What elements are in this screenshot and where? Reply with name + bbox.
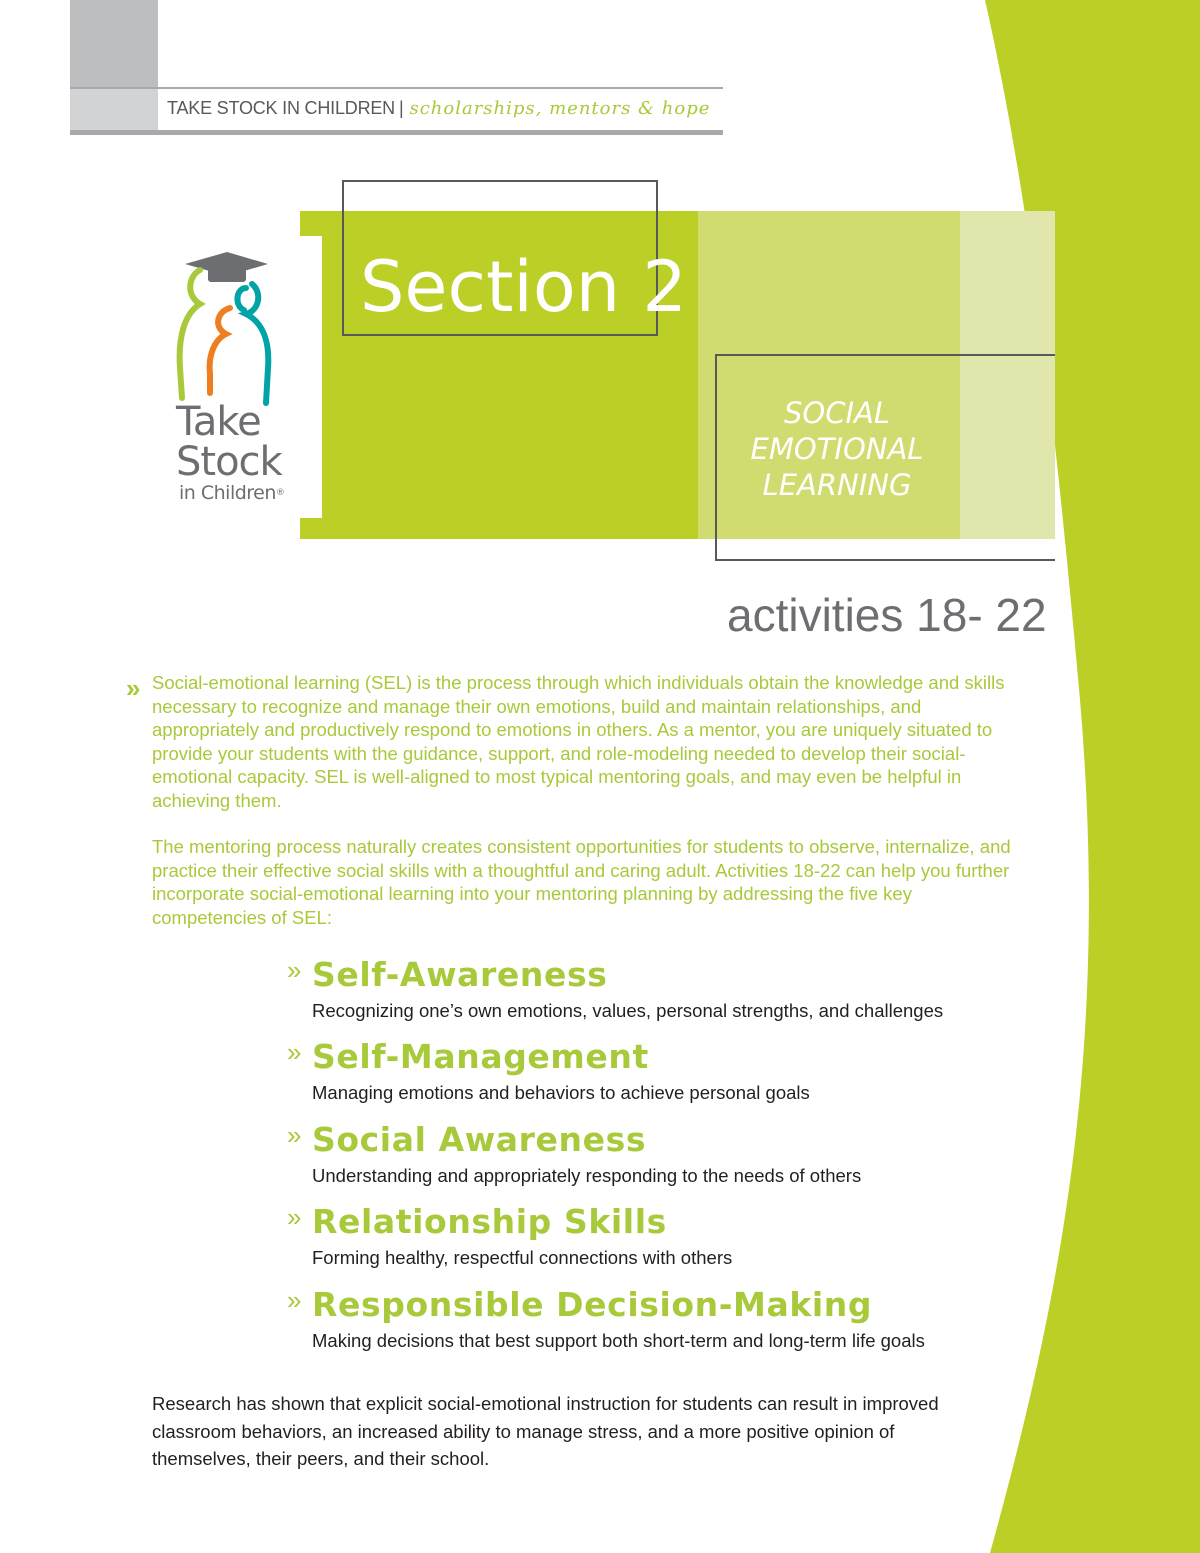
topic-line-3: LEARNING [762,468,912,502]
competency-title: Social Awareness [312,1120,647,1159]
competency-title: Responsible Decision-Making [312,1285,873,1324]
double-chevron-right-icon: » [287,1285,302,1315]
logo-word-take: Take [176,399,261,445]
header-text [167,98,710,119]
double-chevron-right-icon: » [287,1037,302,1067]
header-separator: | [398,98,404,118]
competency-description: Understanding and appropriately responding to the needs of others [312,1165,862,1186]
intro-paragraph-1: Social-emotional learning (SEL) is the process through which individuals obtain the knowledge and skills necessary to recognize and manage their own emotions, build and maintain relationships, and appropriately and productively respond to emotions in others. As a mentor, you are uniquely situated to provide your students with the guidance, support, and role-modeling needed to develop their social-emotional capacity. SEL is well-aligned to most typical mentoring goals, and may even be helpful in achieving them. [152,672,1005,811]
competency-description: Making decisions that best support both short-term and long-term life goals [312,1330,925,1351]
header-tagline: scholarships, mentors & hope [409,98,711,119]
header-org-name: TAKE STOCK IN CHILDREN [167,98,395,118]
logo-in-children-text: in Children [179,482,276,504]
double-chevron-right-icon: » [126,673,141,703]
graduation-cap-icon [185,252,268,282]
research-paragraph: Research has shown that explicit social-emotional instruction for students can result in improved classroom behaviors, an increased ability to manage stress, and a more positive opinion of themselves, their peers, and their school. [152,1393,939,1469]
competency-description: Forming healthy, respectful connections with others [312,1247,733,1268]
competency-description: Managing emotions and behaviors to achieve personal goals [312,1082,810,1103]
competency-description: Recognizing one’s own emotions, values, personal strengths, and challenges [312,1000,944,1021]
competency-title: Self-Awareness [312,955,608,994]
competency-title: Relationship Skills [312,1202,667,1241]
double-chevron-right-icon: » [287,1120,302,1150]
double-chevron-right-icon: » [287,1202,302,1232]
header-gray-block-lower [70,89,158,130]
topic-label [732,395,942,503]
logo-word-stock: Stock [176,439,282,485]
header-gray-block [70,0,158,88]
people-figures-icon [170,248,280,408]
topic-line-1: SOCIAL [783,396,891,430]
competency-title: Self-Management [312,1037,649,1076]
header-rule-bottom [70,130,723,135]
header-rule-top [70,87,723,89]
logo-word-in-children [179,483,284,503]
logo-registered: ® [275,488,285,498]
topic-line-2: EMOTIONAL [750,432,924,466]
intro-paragraph-2: The mentoring process naturally creates consistent opportunities for students to observe, internalize, and practice their effective social skills with a thoughtful and caring adult. Activities 18-22 can help you further incorporate social-emotional learning into your mentoring planning by addressing the five key competencies of SEL: [152,836,1011,928]
section-title: Section 2 [360,246,687,328]
activities-label: activities 18- 22 [727,589,1047,641]
logo-panel-white [313,236,321,518]
double-chevron-right-icon: » [287,955,302,985]
